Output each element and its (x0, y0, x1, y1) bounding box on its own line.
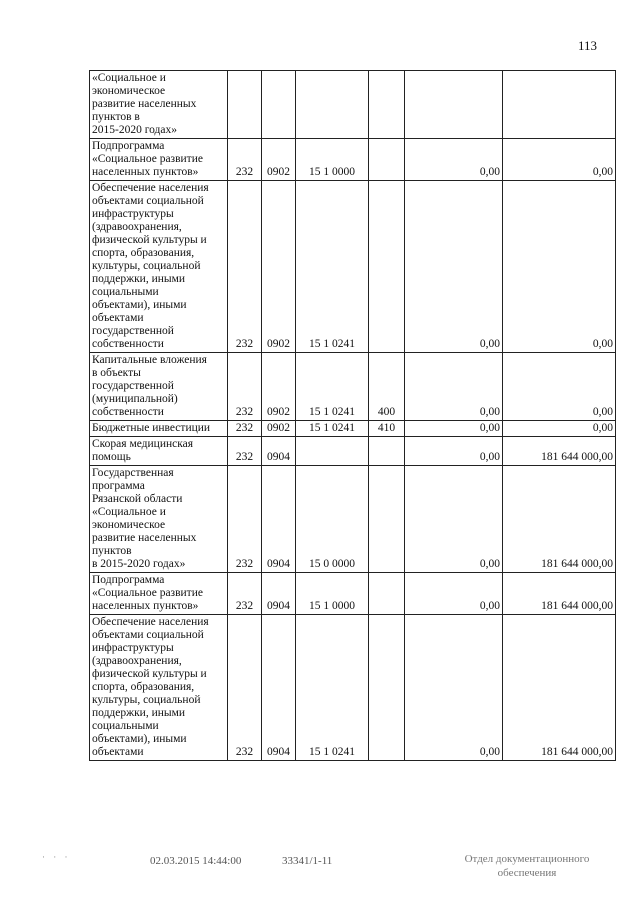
table-row (90, 139, 616, 181)
row-section-code: 0902 (262, 353, 296, 421)
page-number: 113 (578, 38, 598, 53)
row-amount-1 (405, 71, 503, 139)
row-amount-1: 0,00 (405, 353, 503, 421)
row-name: Подпрограмма «Социальное развитие населенных пунктов» (90, 573, 228, 615)
row-target-code: 15 1 0000 (296, 139, 369, 181)
table-row (90, 353, 616, 421)
row-admin-code (228, 71, 262, 139)
row-target-code: 15 1 0241 (296, 421, 369, 437)
footer-timestamp: 02.03.2015 14:44:00 (150, 855, 242, 867)
row-name: Государственная программа Рязанской области «Социальное и экономическое развитие населенных пунктов в 2015-2020 годах» (90, 466, 228, 573)
row-target-code: 15 0 0000 (296, 466, 369, 573)
table-row (90, 615, 616, 761)
row-amount-2: 181 644 000,00 (503, 437, 616, 466)
row-name: Обеспечение населения объектами социальной инфраструктуры (здравоохранения, физической культуры и спорта, образования, культуры, социальной поддержки, иными социальными объектами), иными объектами государственной собственности (90, 181, 228, 353)
row-amount-1: 0,00 (405, 615, 503, 761)
row-expense-type (369, 573, 405, 615)
row-amount-1: 0,00 (405, 437, 503, 466)
row-admin-code: 232 (228, 353, 262, 421)
footer-doc-number: 33341/1-11 (282, 855, 333, 867)
row-expense-type (369, 71, 405, 139)
row-section-code: 0904 (262, 466, 296, 573)
row-admin-code: 232 (228, 573, 262, 615)
row-amount-1: 0,00 (405, 421, 503, 437)
row-name: «Социальное и экономическое развитие населенных пунктов в 2015-2020 годах» (90, 71, 228, 139)
row-target-code: 15 1 0241 (296, 181, 369, 353)
row-amount-2: 0,00 (503, 421, 616, 437)
row-target-code: 15 1 0241 (296, 353, 369, 421)
row-admin-code: 232 (228, 421, 262, 437)
row-expense-type (369, 437, 405, 466)
row-amount-2 (503, 71, 616, 139)
row-amount-2: 181 644 000,00 (503, 466, 616, 573)
row-amount-1: 0,00 (405, 139, 503, 181)
row-expense-type: 400 (369, 353, 405, 421)
row-target-code (296, 71, 369, 139)
row-amount-2: 0,00 (503, 353, 616, 421)
scan-marks: · · · (42, 852, 71, 862)
row-target-code (296, 437, 369, 466)
row-admin-code: 232 (228, 139, 262, 181)
row-amount-2: 181 644 000,00 (503, 573, 616, 615)
footer-department: Отдел документационного обеспечения (464, 853, 590, 879)
row-amount-2: 0,00 (503, 139, 616, 181)
row-expense-type: 410 (369, 421, 405, 437)
row-admin-code: 232 (228, 181, 262, 353)
row-section-code: 0904 (262, 615, 296, 761)
row-admin-code: 232 (228, 466, 262, 573)
row-amount-2: 181 644 000,00 (503, 615, 616, 761)
row-admin-code: 232 (228, 437, 262, 466)
row-section-code (262, 71, 296, 139)
row-section-code: 0902 (262, 421, 296, 437)
row-section-code: 0904 (262, 437, 296, 466)
row-expense-type (369, 615, 405, 761)
row-admin-code: 232 (228, 615, 262, 761)
row-name: Подпрограмма «Социальное развитие населенных пунктов» (90, 139, 228, 181)
row-section-code: 0904 (262, 573, 296, 615)
row-expense-type (369, 139, 405, 181)
row-target-code: 15 1 0000 (296, 573, 369, 615)
row-amount-2: 0,00 (503, 181, 616, 353)
row-name: Бюджетные инвестиции (90, 421, 228, 437)
table-row (90, 71, 616, 139)
row-target-code: 15 1 0241 (296, 615, 369, 761)
row-amount-1: 0,00 (405, 181, 503, 353)
row-section-code: 0902 (262, 181, 296, 353)
row-name: Скорая медицинская помощь (90, 437, 228, 466)
table-row (90, 466, 616, 573)
row-name: Обеспечение населения объектами социальной инфраструктуры (здравоохранения, физической культуры и спорта, образования, культуры, социальной поддержки, иными социальными объектами), иными объектами (90, 615, 228, 761)
row-section-code: 0902 (262, 139, 296, 181)
table-row (90, 181, 616, 353)
row-expense-type (369, 466, 405, 573)
table-row (90, 573, 616, 615)
row-amount-1: 0,00 (405, 466, 503, 573)
table-row (90, 437, 616, 466)
table-row (90, 421, 616, 437)
row-expense-type (369, 181, 405, 353)
budget-table (89, 70, 616, 761)
row-name: Капитальные вложения в объекты государственной (муниципальной) собственности (90, 353, 228, 421)
row-amount-1: 0,00 (405, 573, 503, 615)
